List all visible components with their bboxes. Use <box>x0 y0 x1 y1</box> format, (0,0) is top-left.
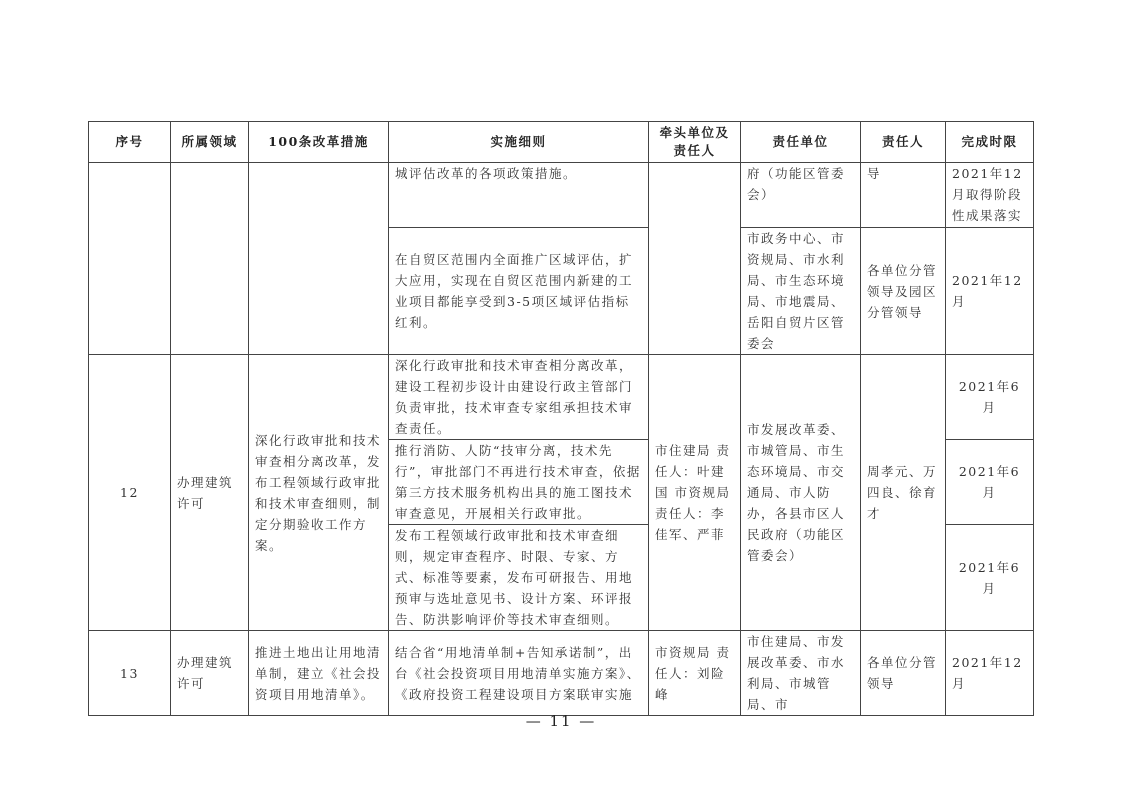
cell-lead: 市住建局 责任人：叶建国 市资规局 责任人：李佳军、严菲 <box>649 355 741 631</box>
cell-detail: 发布工程领域行政审批和技术审查细则，规定审查程序、时限、专家、方式、标准等要素，发布可研报告、用地预审与选址意见书、设计方案、环评报告、防洪影响评价等技术审查细则。 <box>389 525 649 631</box>
header-measure: 100条改革措施 <box>249 122 389 163</box>
cell-deadline: 2021年6月 <box>946 525 1034 631</box>
cell-detail: 结合省“用地清单制+告知承诺制”，出台《社会投资项目用地清单实施方案》、《政府投资工程建设项目方案联审实施 <box>389 631 649 716</box>
cell-person: 各单位分管领导 <box>861 631 946 716</box>
table-row <box>89 163 1034 228</box>
table-row <box>89 355 1034 440</box>
header-unit: 责任单位 <box>741 122 861 163</box>
cell-person: 导 <box>861 163 946 228</box>
cell-deadline: 2021年12月 <box>946 228 1034 355</box>
cell-measure <box>249 163 389 355</box>
header-person: 责任人 <box>861 122 946 163</box>
table-header-row <box>89 122 1034 163</box>
reform-measures-table <box>88 121 1034 716</box>
cell-seq: 12 <box>89 355 171 631</box>
cell-detail: 深化行政审批和技术审查相分离改革，建设工程初步设计由建设行政主管部门负责审批，技术审查专家组承担技术审查责任。 <box>389 355 649 440</box>
header-domain: 所属领域 <box>171 122 249 163</box>
cell-deadline: 2021年12月取得阶段性成果落实 <box>946 163 1034 228</box>
cell-lead: 市资规局 责任人：刘险峰 <box>649 631 741 716</box>
cell-measure: 推进土地出让用地清单制，建立《社会投资项目用地清单》。 <box>249 631 389 716</box>
cell-domain: 办理建筑许可 <box>171 355 249 631</box>
cell-detail: 推行消防、人防“技审分离，技术先行”，审批部门不再进行技术审查，依据第三方技术服务机构出具的施工图技术审查意见，开展相关行政审批。 <box>389 440 649 525</box>
cell-deadline: 2021年6月 <box>946 440 1034 525</box>
cell-domain: 办理建筑许可 <box>171 631 249 716</box>
cell-unit: 市政务中心、市资规局、市水利局、市生态环境局、市地震局、岳阳自贸片区管委会 <box>741 228 861 355</box>
cell-domain <box>171 163 249 355</box>
header-deadline: 完成时限 <box>946 122 1034 163</box>
header-detail: 实施细则 <box>389 122 649 163</box>
cell-deadline: 2021年6月 <box>946 355 1034 440</box>
cell-deadline: 2021年12月 <box>946 631 1034 716</box>
table-row <box>89 631 1034 716</box>
cell-unit: 市发展改革委、市城管局、市生态环境局、市交通局、市人防办，各县市区人民政府（功能区管委会） <box>741 355 861 631</box>
page-number: — 11 — <box>525 712 597 730</box>
cell-measure: 深化行政审批和技术审查相分离改革，发布工程领域行政审批和技术审查细则，制定分期验收工作方案。 <box>249 355 389 631</box>
header-seq: 序号 <box>89 122 171 163</box>
cell-detail: 在自贸区范围内全面推广区域评估，扩大应用，实现在自贸区范围内新建的工业项目都能享受到3-5项区域评估指标红利。 <box>389 228 649 355</box>
cell-unit: 市住建局、市发展改革委、市水利局、市城管局、市 <box>741 631 861 716</box>
header-lead: 牵头单位及责任人 <box>649 122 741 163</box>
cell-seq: 13 <box>89 631 171 716</box>
cell-unit: 府（功能区管委会） <box>741 163 861 228</box>
cell-detail: 城评估改革的各项政策措施。 <box>389 163 649 228</box>
cell-person: 各单位分管领导及园区分管领导 <box>861 228 946 355</box>
cell-seq <box>89 163 171 355</box>
cell-lead <box>649 163 741 355</box>
cell-person: 周孝元、万四良、徐育才 <box>861 355 946 631</box>
